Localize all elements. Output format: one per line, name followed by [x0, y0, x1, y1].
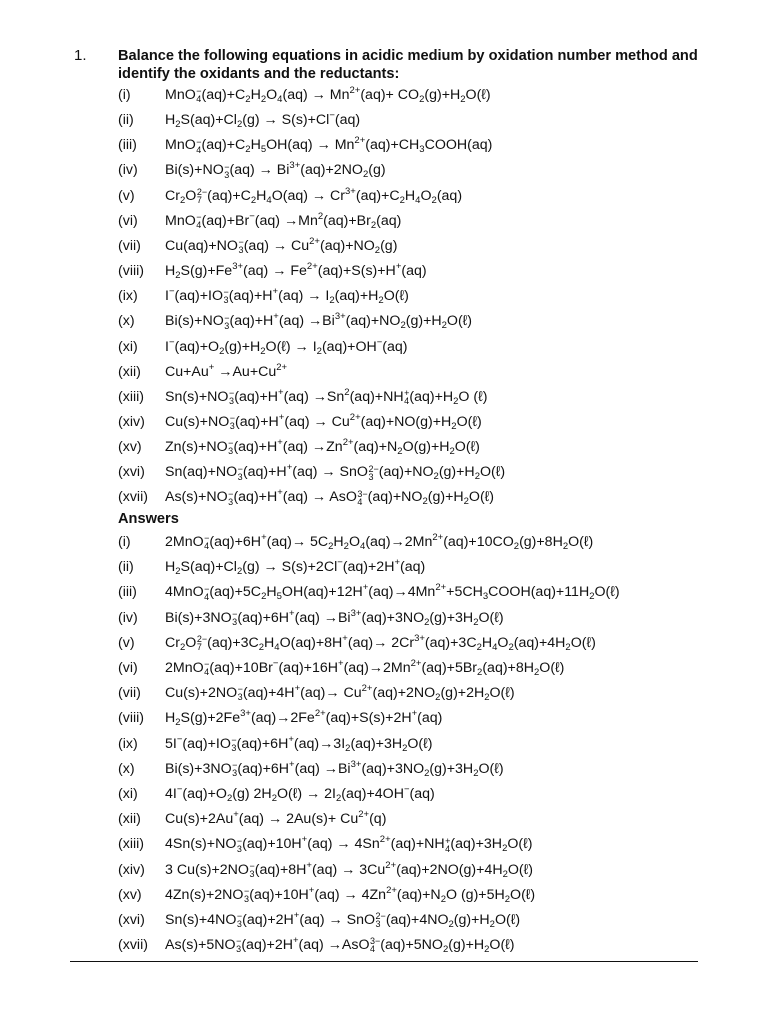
- question-row: [0, 260, 768, 282]
- question-label: (viii): [118, 263, 144, 280]
- question-label: (xvii): [118, 489, 148, 506]
- question-equation: I−(aq)+IO − 3 $(aq)+H^+(aq) \to I_2(aq)+H_2O(\ell)$: [165, 286, 409, 307]
- answer-label: (ii): [118, 559, 134, 576]
- answer-equation: 2MnO − 4 $(aq)+6H^+(aq)\to 5C_2H_2O_4(aq)\to 2Mn^{2+}(aq)+10CO_2(g)+8H_2O(\ell)$: [165, 532, 594, 552]
- question-label: (vi): [118, 212, 138, 229]
- answer-label: (viii): [118, 710, 144, 727]
- answer-label: (x): [118, 760, 135, 777]
- question-row: [0, 411, 768, 433]
- answer-row: [0, 682, 768, 704]
- question-label: (xvi): [118, 464, 145, 481]
- question-label: (x): [118, 313, 135, 330]
- question-row: [0, 310, 768, 332]
- question-row: [0, 436, 768, 458]
- question-label: (xi): [118, 338, 138, 355]
- answer-row: [0, 607, 768, 629]
- question-row: [0, 134, 768, 156]
- answer-row: [0, 531, 768, 553]
- bottom-rule: [70, 961, 698, 962]
- question-heading: Balance the following equations in acidic medium by oxidation number method and identify the oxidants and the reductants:: [118, 48, 698, 82]
- question-label: (iii): [118, 137, 137, 154]
- answer-row: [0, 859, 768, 881]
- answer-label: (xi): [118, 786, 138, 802]
- question-row: [0, 109, 768, 131]
- question-label: (vii): [118, 237, 141, 254]
- question-equation: Bi(s)+NO − 3 $(aq) \to Bi^{3+}(aq)+2NO_2(g)$: [165, 160, 386, 181]
- question-equation: $H_2S(g)+Fe^{3+}(aq) \to Fe^{2+}(aq)+S(s)+H^+(aq)$: [165, 261, 427, 282]
- answer-row: [0, 657, 768, 679]
- answer-row: [0, 909, 768, 931]
- question-equation: Cu(aq)+NO − 3 $(aq) \to Cu^{2+}(aq)+NO_2(g)$: [165, 235, 398, 256]
- answer-equation: 2MnO − 4 $(aq)+10Br^-(aq)+16H^+(aq)\to 2Mn^{2+}(aq)+5Br_2(aq)+8H_2O(\ell)$: [165, 658, 565, 678]
- question-number: 1.: [74, 47, 87, 64]
- question-equation: $H_2S(aq)+Cl_2(g) \to S(s)+Cl^-(aq)$: [165, 110, 361, 131]
- answer-row: [0, 556, 768, 578]
- question-equation: Zn(s)+NO − 3 $(aq)+H^+(aq) \to Zn^{2+}(aq)+N_2O(g)+H_2O(\ell)$: [165, 437, 480, 458]
- question-row: [0, 361, 768, 383]
- answer-equation: As(s)+5NO − 3 (aq)+2H+(aq) →AsO 3− 4 $(aq)+5NO_2(g)+H_2O(\ell)$: [165, 935, 515, 956]
- question-equation: MnO − 4 $(aq)+C_2H_5OH(aq)$ → $Mn^{2+}(aq)+CH_3COOH(aq)$: [165, 135, 493, 156]
- question-label: (xiii): [118, 388, 144, 405]
- answer-label: (vi): [118, 660, 138, 676]
- question-row: [0, 285, 768, 307]
- answer-label: (xv): [118, 886, 142, 903]
- question-row: [0, 235, 768, 257]
- answer-row: [0, 733, 768, 755]
- question-equation: Cu(s)+NO − 3 $(aq)+H^+(aq) \to Cu^{2+}(aq)+NO(g)+H_2O(\ell)$: [165, 411, 482, 432]
- answer-label: (ix): [118, 735, 138, 752]
- question-label: (xiv): [118, 413, 145, 430]
- question-label: (i): [118, 87, 131, 103]
- question-equation: $Cu+Au^+ \to Au+Cu^{2+}$: [165, 361, 288, 380]
- question-label: (ii): [118, 112, 134, 129]
- answer-label: (xvi): [118, 912, 145, 928]
- question-equation: MnO − 4 $(aq)+Br^-(aq) \to Mn^2(aq)+Br_2(aq)$: [165, 210, 402, 231]
- question-label: (ix): [118, 288, 138, 305]
- answer-row: [0, 581, 768, 603]
- answer-equation: Bi(s)+3NO − 3 $(aq)+6H^+(aq) \to Bi^{3+}(aq)+3NO_2(g)+3H_2O(\ell)$: [165, 758, 504, 779]
- question-equation: Sn(aq)+NO − 3 (aq)+H+(aq) → SnO 2− 3 $(aq)+NO_2(g)+H_2O(\ell)$: [165, 462, 506, 483]
- question-row: [0, 185, 768, 207]
- answer-label: (iv): [118, 609, 138, 626]
- answer-label: (xiii): [118, 836, 144, 853]
- answer-label: (i): [118, 534, 131, 550]
- question-label: (xv): [118, 439, 142, 456]
- answer-label: (v): [118, 634, 135, 651]
- answer-equation: $Cr_2O$ 2− 7 $(aq)+3C_2H_4O(aq)+8H^+(aq)\to$ $2Cr^{3+}(aq)+3C_2H_4O_2(aq)+4H_2O(\ell)$: [165, 632, 596, 653]
- answer-row: [0, 758, 768, 780]
- answer-equation: $4I^-(aq)+O_2(g)$ $2H_2O(\ell) \to 2I_2(aq)+4OH^-(aq)$: [165, 784, 435, 804]
- answer-label: (xvii): [118, 937, 148, 954]
- question-label: (v): [118, 187, 135, 204]
- question-row: [0, 210, 768, 232]
- answers-heading: Answers: [118, 511, 179, 527]
- question-row: [0, 159, 768, 181]
- answer-equation: 5I−(aq)+IO − 3 $(aq)+6H^+(aq)\to 3I_2(aq)+3H_2O(\ell)$: [165, 733, 433, 754]
- question-equation: $Cr_2O$ 2− 7 $(aq)+C_2H_4O(aq) \to Cr^{3+}(aq)+C_2H_4O_2(aq)$: [165, 185, 463, 206]
- question-label: (xii): [118, 363, 141, 380]
- answer-equation: Sn(s)+4NO − 3 (aq)+2H+(aq) → SnO 2− 3 $(aq)+4NO_2(g)+H_2O(\ell)$: [165, 910, 521, 930]
- answer-equation: 4Zn(s)+2NO − 3 $(aq)+10H^+(aq) \to 4Zn^{2+}(aq)+N_2O$ $(g)+5H_2O(\ell)$: [165, 884, 536, 905]
- answer-row: [0, 808, 768, 830]
- answer-row: [0, 632, 768, 654]
- answer-label: (iii): [118, 584, 137, 601]
- question-equation: Bi(s)+NO − 3 $(aq)+H^+(aq) \to Bi^{3+}(aq)+NO_2(g)+H_2O(\ell)$: [165, 311, 472, 332]
- answer-equation: Cu(s)+2NO − 3 $(aq)+4H^+(aq)\to Cu^{2+}(aq)+2NO_2(g)+2H_2O(\ell)$: [165, 683, 515, 704]
- answer-label: (xiv): [118, 861, 145, 878]
- question-row: [0, 461, 768, 483]
- answer-row: [0, 707, 768, 729]
- answer-equation: 3 Cu(s)+2NO − 3 $(aq)+8H^+(aq) \to 3Cu^{2+}(aq)+2NO(g)+4H_2O(\ell)$: [165, 859, 533, 880]
- question-row: [0, 386, 768, 408]
- answer-equation: $H_2S(g)+2Fe^{3+}(aq)\to 2Fe^{2+}(aq)+S(s)+2H^+(aq)$: [165, 708, 443, 729]
- answer-equation: $Cu(s)+2Au^+(aq) \to 2Au(s)+ Cu^{2+}(q)$: [165, 809, 387, 828]
- question-row: [0, 486, 768, 508]
- question-equation: As(s)+NO − 3 (aq)+H+(aq) → AsO 3− 4 $(aq)+NO_2(g)+H_2O(\ell)$: [165, 487, 494, 508]
- answer-row: [0, 833, 768, 855]
- answer-label: (vii): [118, 685, 141, 702]
- answer-equation: Bi(s)+3NO − 3 $(aq)+6H^+(aq) \to Bi^{3+}(aq)+3NO_2(g)+3H_2O(\ell)$: [165, 607, 504, 628]
- answer-equation: 4Sn(s)+NO − 3 $(aq)+10H^+(aq) \to 4Sn^{2+}(aq)+NH$ + 4 $(aq)+3H_2O(\ell)$: [165, 834, 533, 855]
- answer-row: [0, 934, 768, 956]
- question-equation: MnO − 4 $(aq)+C_2H_2O_4(aq) \to Mn^{2+}(aq)+$ $CO_2(g)+H_2O(\ell)$: [165, 85, 491, 105]
- question-row: [0, 84, 768, 106]
- answer-equation: 4MnO − 4 $(aq)+5C_2H_5OH(aq)+12H^+(aq)\to 4Mn^{2+}+5CH_3COOH(aq)+11H_2O(\ell)$: [165, 582, 620, 603]
- question-row: [0, 336, 768, 358]
- question-equation: Sn(s)+NO − 3 $(aq)+H^+(aq) \to Sn^2(aq)+NH$ + 4 $(aq)+H_2O$ (ℓ): [165, 386, 488, 407]
- answer-equation: $H_2S(aq)+Cl_2(g) \to S(s)+2Cl^-(aq)+2H^+(aq)$: [165, 557, 426, 578]
- answer-label: (xii): [118, 811, 141, 828]
- answer-row: [0, 783, 768, 805]
- question-label: (iv): [118, 162, 138, 179]
- answer-row: [0, 884, 768, 906]
- question-equation: $I^-(aq)+O_2(g)+H_2O(\ell) \to I_2(aq)+OH^-(aq)$: [165, 336, 408, 357]
